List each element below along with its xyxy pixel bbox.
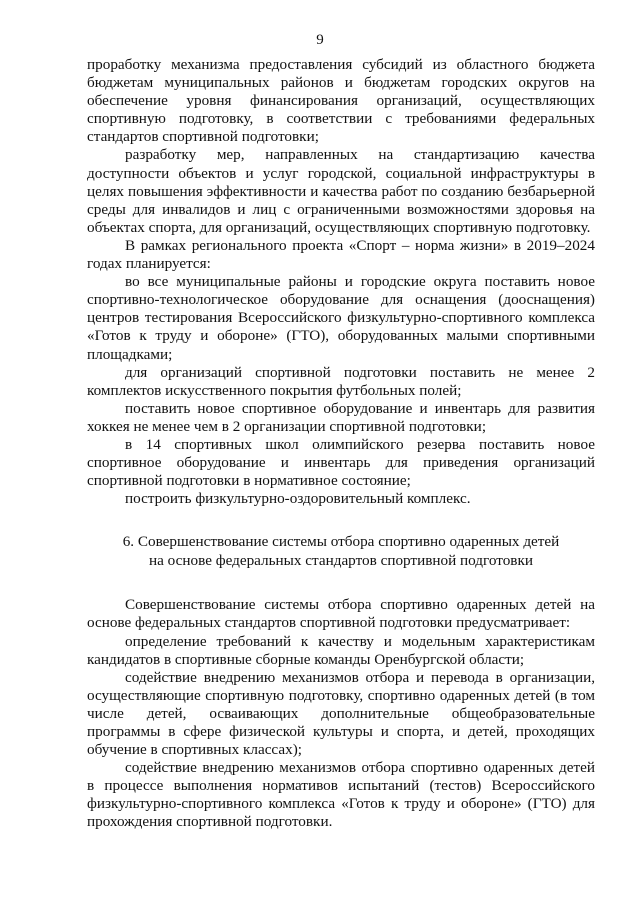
section-heading bbox=[87, 532, 595, 570]
paragraph-regional-project: В рамках регионального проекта «Спорт – норма жизни» в 2019–2024 годах планируется: bbox=[87, 236, 595, 273]
paragraph-accessibility: разработку мер, направленных на стандартизацию качества доступности объектов и услуг городской, социальной инфраструктуры в целях повышения эффективности и качества работ по созданию безбарьерной среды для инвалидов и лиц с ограниченными возможностями здоровья на объектах спорта, для организаций, осуществляющих спортивную подготовку. bbox=[87, 146, 595, 236]
paragraph-selection-mechanisms: содействие внедрению механизмов отбора и перевода в организации, осуществляющие спортивную подготовку, спортивно одаренных детей (в том числе детей, осваивающих дополнительные общеобразовательные программы в сфере физической культуры и спорта, и детей, проходящих обучение в спортивных классах); bbox=[87, 668, 595, 759]
document-body bbox=[87, 56, 595, 832]
paragraph-hockey: поставить новое спортивное оборудование и инвентарь для развития хоккея не менее чем в 2 организации спортивной подготовки; bbox=[87, 399, 595, 435]
section-heading-line-1: 6. Совершенствование системы отбора спортивно одаренных детей bbox=[122, 533, 560, 551]
paragraph-candidate-requirements: определение требований к качеству и модельным характеристикам кандидатов в спортивные сборные команды Оренбургской области; bbox=[87, 632, 595, 668]
section-heading-line-2: на основе федеральных стандартов спортивной подготовки bbox=[149, 552, 533, 570]
paragraph-sports-complex: построить физкультурно-оздоровительный комплекс. bbox=[125, 490, 471, 508]
paragraph-gto-selection: содействие внедрению механизмов отбора спортивно одаренных детей в процессе выполнения нормативов испытаний (тестов) Всероссийского физкультурно-спортивного комплекса «Готов к труду и обороне» (ГТО) для прохождения спортивной подготовки. bbox=[87, 759, 595, 831]
paragraph-football-fields: для организаций спортивной подготовки поставить не менее 2 комплектов искусственного покрытия футбольных полей; bbox=[87, 363, 595, 399]
page-number: 9 bbox=[316, 32, 324, 48]
paragraph-subsidies: проработку механизма предоставления субсидий из областного бюджета бюджетам муниципальных районов и бюджетам городских округов на обеспечение уровня финансирования организаций, осуществляющих спортивную подготовку, в соответствии с требованиями федеральных стандартов спортивной подготовки; bbox=[87, 56, 595, 146]
paragraph-olympic-schools: в 14 спортивных школ олимпийского резерва поставить новое спортивное оборудование и инвентарь для приведения организаций спортивной подготовки в нормативное состояние; bbox=[87, 435, 595, 490]
paragraph-selection-intro: Совершенствование системы отбора спортивно одаренных детей на основе федеральных стандартов спортивной подготовки предусматривает: bbox=[87, 596, 595, 632]
paragraph-gto-equipment: во все муниципальные районы и городские округа поставить новое спортивно-технологическое оборудование для оснащения (дооснащения) центров тестирования Всероссийского физкультурно-спортивного комплекса «Готов к труду и обороне» (ГТО), оборудованных малыми спортивными площадками; bbox=[87, 273, 595, 363]
